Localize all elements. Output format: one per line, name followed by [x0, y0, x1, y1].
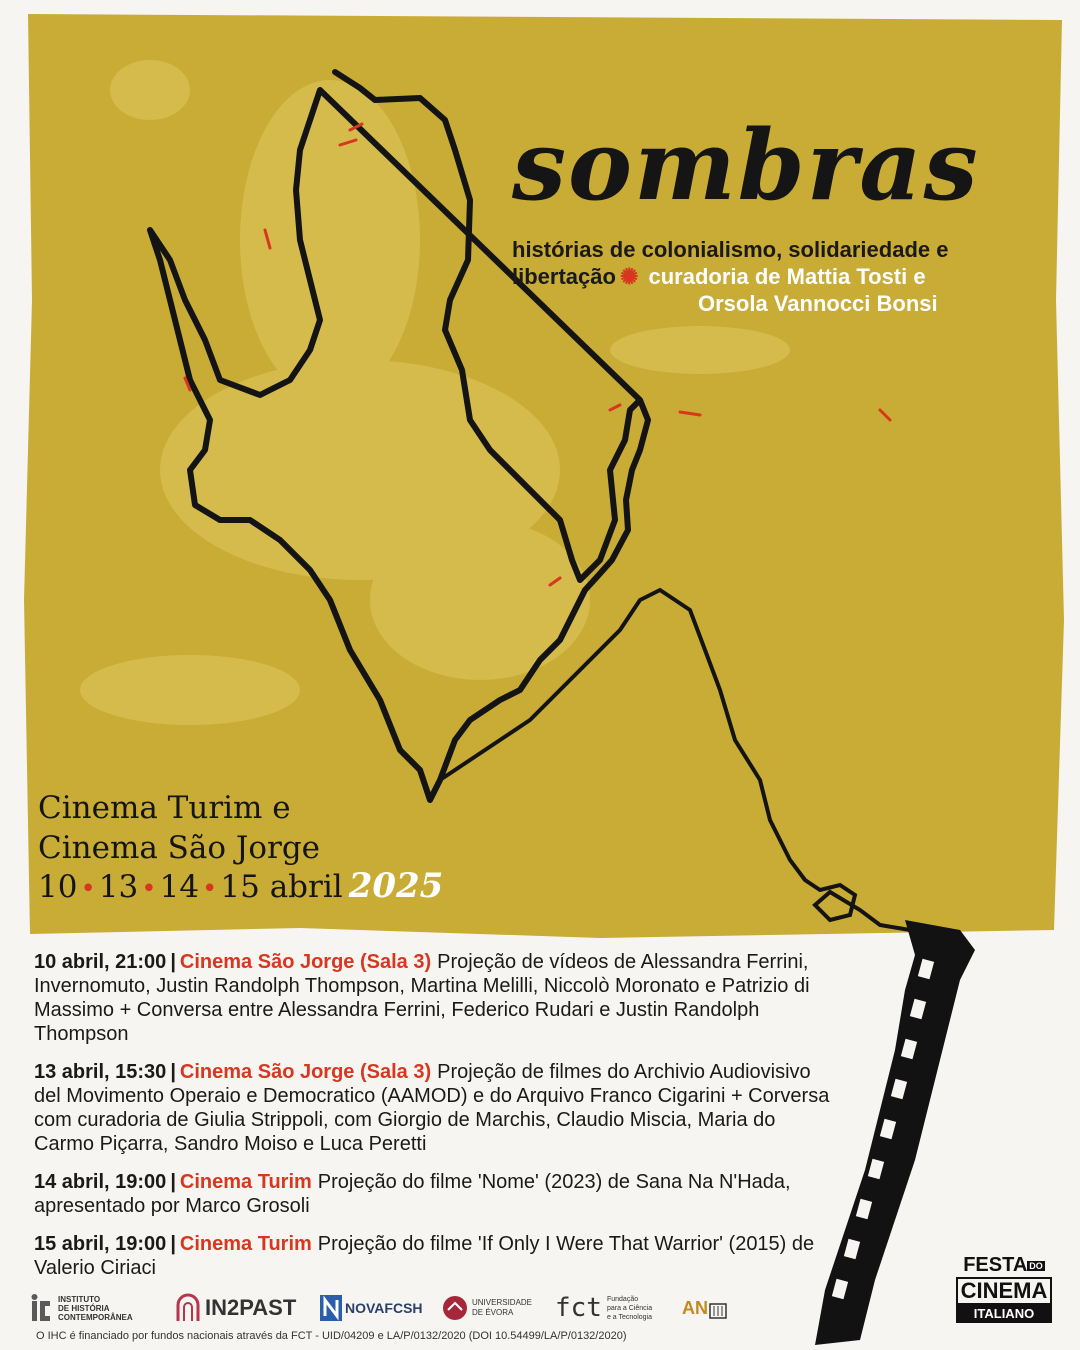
fct-line-3: e a Tecnologia	[606, 1313, 652, 1321]
fct-line-2: para a Ciência	[606, 1304, 653, 1312]
festa-line-2: CINEMA	[956, 1277, 1052, 1305]
event-description: Projeção de vídeos de Alessandra Ferrini, Invernomuto, Justin Randolph Thompson, Martina Melilli, Niccolò Moronato e Patrizio di Massimo + Conversa entre Alessandra Ferrini, Federico Rudari e Justin Randolph Thompson	[34, 951, 810, 1045]
fct-line-1: Fundação	[606, 1295, 639, 1303]
event-datetime: 14 abril, 19:00	[34, 1171, 167, 1193]
ihc-line-2: DE HISTÓRIA	[58, 1303, 110, 1313]
date-day: 13	[98, 869, 139, 905]
event-datetime: 10 abril, 21:00	[34, 951, 167, 973]
festa-line-1: FESTA DO	[963, 1254, 1043, 1276]
dot-separator-icon: •	[141, 874, 157, 904]
pipe-separator: |	[170, 1233, 176, 1255]
ihc-logo	[30, 1288, 170, 1328]
evora-line-2: DE ÉVORA	[472, 1308, 514, 1317]
schedule-event	[34, 1170, 834, 1218]
ihc-mark-icon	[30, 1293, 54, 1323]
fct-logo	[555, 1288, 675, 1328]
event-description: Projeção do filme 'Nome' (2023) de Sana Na N'Hada, apresentado por Marco Grosoli	[34, 1171, 791, 1217]
ihc-line-3: CONTEMPORÂNEA	[58, 1312, 133, 1322]
event-venue: Cinema Turim	[179, 1233, 312, 1255]
event-description: Projeção de filmes do Archivio Audiovisivo del Movimento Operaio e Democratico (AAMOD) e do Arquivo Franco Cigarini + Corversa com curadoria de Giulia Strippoli, com Giorgio de Marchis, Claudio Miscia, Maria do Carmo Piçarra, Sandro Moiso e Luca Peretti	[34, 1061, 830, 1155]
schedule-event	[34, 950, 834, 1046]
curator-credit: curadoria de Mattia Tosti e	[648, 264, 926, 289]
festival-dates	[38, 866, 443, 909]
event-datetime: 15 abril, 19:00	[34, 1233, 167, 1255]
pipe-separator: |	[170, 1061, 176, 1083]
festa-line-3: ITALIANO	[956, 1305, 1052, 1323]
subtitle-line-2	[512, 263, 1032, 290]
festa-cinema-italiano-logo	[956, 1254, 1052, 1323]
evora-emblem-icon	[442, 1295, 468, 1321]
evora-logo	[442, 1288, 552, 1328]
schedule-event	[34, 1060, 834, 1156]
date-day: 10	[38, 869, 78, 905]
event-venue: Cinema Turim	[179, 1171, 312, 1193]
poster-title: sombras	[512, 109, 980, 222]
venue-block	[38, 788, 320, 868]
date-year: 2025	[348, 866, 444, 906]
partner-logos	[30, 1288, 750, 1328]
an-building-icon	[708, 1296, 728, 1320]
pipe-separator: |	[170, 951, 176, 973]
event-datetime: 13 abril, 15:30	[34, 1061, 167, 1083]
poster-subtitle	[512, 236, 1032, 317]
in2past-logo	[175, 1288, 315, 1328]
nova-wordmark: NOVAFCSH	[345, 1300, 423, 1316]
evora-line-1: UNIVERSIDADE	[472, 1298, 533, 1307]
subtitle-line-1: histórias de colonialismo, solidariedade e	[512, 237, 949, 262]
dot-separator-icon: •	[202, 874, 218, 904]
festa-do: DO	[1029, 1260, 1043, 1271]
schedule-event	[34, 1232, 834, 1280]
an-wordmark: AN	[682, 1297, 708, 1318]
in2past-wordmark: IN2PAST	[205, 1295, 297, 1320]
event-description: Projeção do filme 'If Only I Were That Warrior' (2015) de Valerio Ciriaci	[34, 1233, 815, 1279]
event-schedule	[34, 950, 834, 1294]
an-logo	[682, 1288, 742, 1328]
funding-footer: O IHC é financiado por fundos nacionais através da FCT - UID/04209 e LA/P/0132/2020 (DOI 10.54499/LA/P/0132/2020)	[36, 1330, 627, 1342]
date-day: 14	[159, 869, 200, 905]
dot-separator-icon: •	[80, 874, 96, 904]
in2past-arch-icon	[175, 1293, 201, 1323]
event-venue: Cinema São Jorge (Sala 3)	[179, 1061, 432, 1083]
subtitle-liberation: libertação	[512, 264, 616, 289]
fct-wordmark: fct	[555, 1293, 602, 1323]
event-venue: Cinema São Jorge (Sala 3)	[179, 951, 432, 973]
date-day: 15	[220, 869, 260, 905]
curator-names: Orsola Vannocci Bonsi	[698, 291, 938, 316]
venue-line-2: Cinema São Jorge	[38, 830, 321, 866]
nova-fcsh-logo	[320, 1288, 450, 1328]
ihc-line-1: INSTITUTO	[58, 1294, 101, 1304]
date-month: abril	[269, 869, 343, 905]
nova-n-icon	[320, 1295, 342, 1321]
pipe-separator: |	[170, 1171, 176, 1193]
venue-line-1: Cinema Turim e	[38, 790, 291, 826]
spark-icon: ✺	[619, 264, 639, 289]
